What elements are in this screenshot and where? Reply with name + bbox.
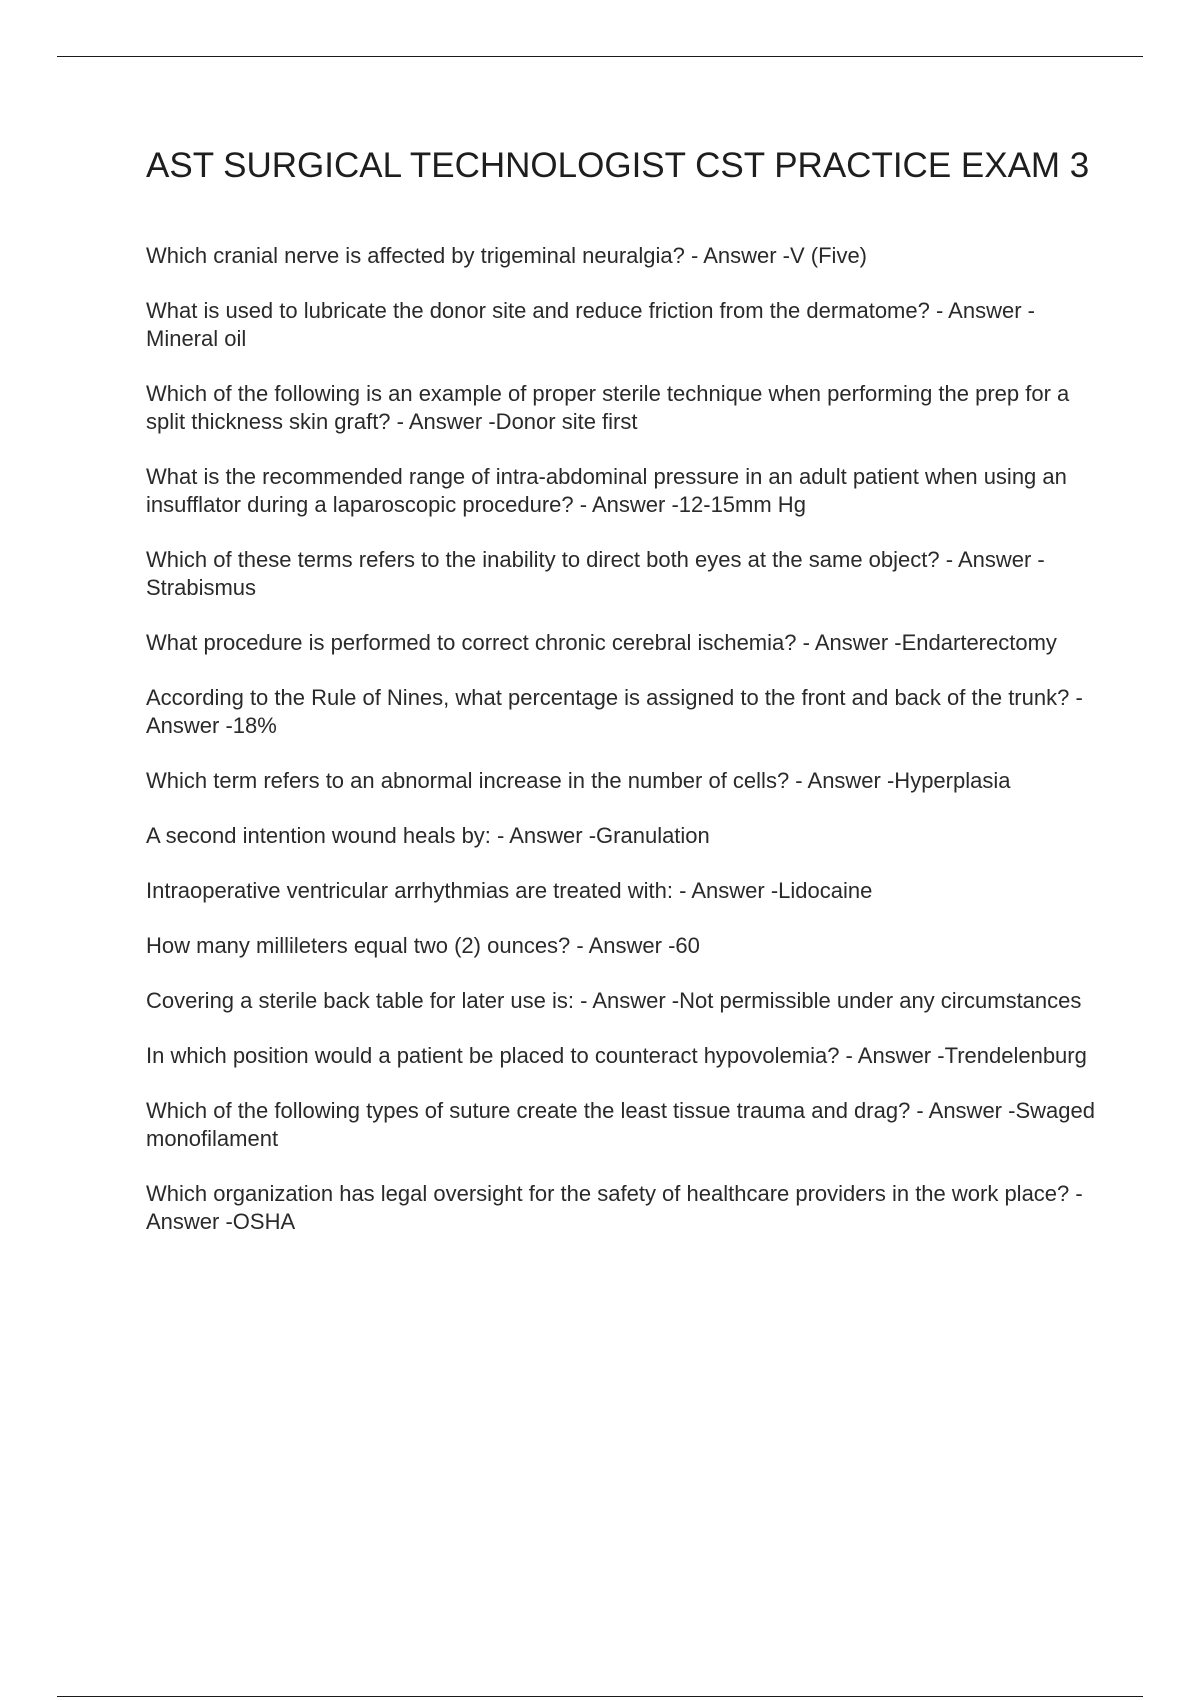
top-divider: [57, 56, 1143, 57]
question-item: Which of the following is an example of proper sterile technique when performing the prep for a split thickness skin graft? - Answer -Donor site first: [146, 381, 1070, 434]
question-item: Which organization has legal oversight for the safety of healthcare providers in the work place? - Answer -OSHA: [146, 1181, 1083, 1234]
question-item: What procedure is performed to correct chronic cerebral ischemia? - Answer -Endarterectomy: [146, 630, 1057, 655]
document-title: AST SURGICAL TECHNOLOGIST CST PRACTICE EXAM 3: [146, 146, 1090, 185]
question-item: What is used to lubricate the donor site and reduce friction from the dermatome? - Answer -Mineral oil: [146, 298, 1035, 351]
question-item: How many millileters equal two (2) ounces? - Answer -60: [146, 933, 700, 958]
question-list: [146, 242, 1096, 1236]
question-item: According to the Rule of Nines, what percentage is assigned to the front and back of the trunk? - Answer -18%: [146, 685, 1083, 738]
question-item: What is the recommended range of intra-abdominal pressure in an adult patient when using an insufflator during a laparoscopic procedure? - Answer -12-15mm Hg: [146, 464, 1067, 517]
document-body: [146, 145, 1096, 1263]
question-item: A second intention wound heals by: - Answer -Granulation: [146, 823, 710, 848]
question-item: Which of these terms refers to the inability to direct both eyes at the same object? - Answer -Strabismus: [146, 547, 1045, 600]
question-item: Which term refers to an abnormal increase in the number of cells? - Answer -Hyperplasia: [146, 768, 1011, 793]
question-item: Which of the following types of suture create the least tissue trauma and drag? - Answer -Swaged monofilament: [146, 1098, 1095, 1151]
bottom-divider: [57, 1696, 1143, 1697]
question-item: Intraoperative ventricular arrhythmias are treated with: - Answer -Lidocaine: [146, 878, 873, 903]
question-item: Covering a sterile back table for later use is: - Answer -Not permissible under any circumstances: [146, 988, 1082, 1013]
question-item: Which cranial nerve is affected by trigeminal neuralgia? - Answer -V (Five): [146, 243, 868, 268]
question-item: In which position would a patient be placed to counteract hypovolemia? - Answer -Trendelenburg: [146, 1043, 1087, 1068]
